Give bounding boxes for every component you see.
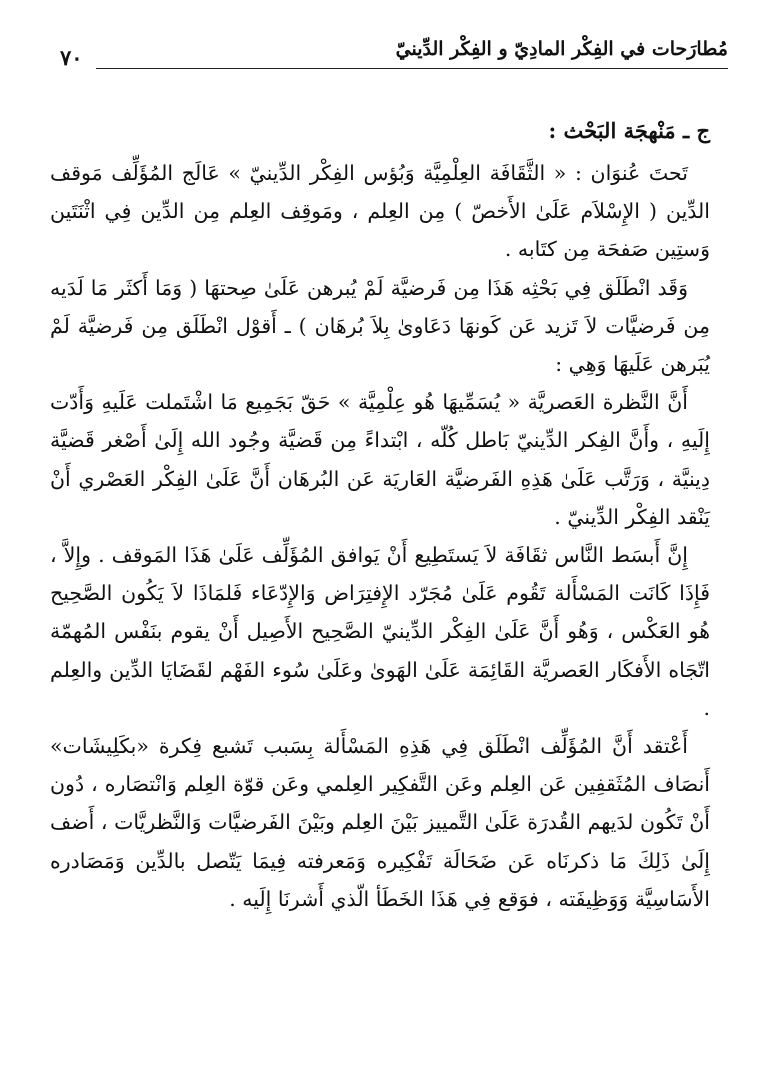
paragraph-5: أَعْتقد أَنَّ المُؤَلِّف انْطَلَق فِي هَذِهِ المَسْأَلة بِسَبب تَشبع فِكرة «بكَلِيشَات» أَنصَاف المُثَقفِين عَن العِلم وعَن التَّفكِير العِلمي وعَن قوّة العِلم وَانْتصَاره ، دُون أَنْ تَكُون لدَيهم القُدرَة عَلَىٰ التَّمييز بَيْنَ العِلم وبَيْنَ الفَرضيَّات وَالنَّظريَّات ، أَضف إِلَىٰ ذَلِكَ مَا ذكرنَاه عَن ضَحَالَة تَفْكِيره وَمَعرفته فِيمَا يَتّصل بالدِّين وَمَصَادره الأَسَاسِيَّة وَوَظِيفَته ، فوَقع فِي هَذَا الخَطَأ الّذي أَشرنَا إِلَيه . <box>50 734 710 911</box>
page-body <box>50 112 710 918</box>
paragraph-2: وَقَد انْطَلَق فِي بَحْثِه هَذَا مِن فَرضيَّة لَمْ يُبرهن عَلَىٰ صِحتهَا ( وَمَا أَكثَر مَا لَدَيه مِن فَرضيَّات لاَ تَزيد عَن كَونهَا دَعَاوىٰ بِلاَ بُرهَان ) ـ أَقوْل انْطَلَق مِن فَرضيَّة لَمْ يُبَرهن عَلَيهَا وَهِي : <box>50 275 710 377</box>
header-divider <box>96 68 728 69</box>
running-header <box>56 34 728 68</box>
paragraph-1: تَحتَ عُنوَان : « الثَّقَافَة العِلْمِيَّة وَبُؤس الفِكْر الدِّينيّ » عَالَج المُؤَلِّف مَوقف الدِّين ( الإِسْلاَم عَلَىٰ الأَخصّ ) مِن العِلم ، ومَوقِف العِلم مِن الدِّين فِي اثْنَتَين وَستِين صَفحَة مِن كتَابه . <box>50 161 710 262</box>
section-heading: ج ـ مَنْهجَة البَحْث : <box>548 118 710 143</box>
paragraph-4: إِنَّ أَبسَط النَّاس ثقَافَة لاَ يَستَطِيع أَنْ يَوافق المُؤَلِّف عَلَىٰ هَذَا المَوقف . وإِلاَّ ، فَإِذَا كَانَت المَسْأَلة تَقُوم عَلَىٰ مُجَرّد الإِفتِرَاض وَالإِدّعَاء فَلمَاذَا لاَ يَكُون الصَّحِيح هُو العَكْس ، وَهُو أَنَّ عَلَىٰ الفِكْر الدِّينيّ الصَّحِيح الأَصِيل أَنْ يقوم بنَفْس المُهمّة اتّجَاه الأَفكَار العَصريَّة القَائِمَة عَلَىٰ الهَوىٰ وعَلَىٰ سُوء الفَهْم لقَضَايَا الدِّين والعِلم . <box>50 543 710 720</box>
page-number: ٧٠ <box>60 45 83 70</box>
running-header-title: مُطارَحات في الفِكْر المادِيّ و الفِكْر الدِّينيّ <box>395 38 728 60</box>
paragraph-3: أَنَّ النَّظرة العَصريَّة « يُسَمِّيهَا هُو عِلْمِيَّة » حَقّ بَجَمِيع مَا اشْتَملت عَلَيهِ وَأَدّت إِلَيهِ ، وأَنَّ الفِكر الدِّينيّ بَاطل كُلّه ، ابْتداءً مِن قَضيَّة وجُود الله إِلَىٰ أَصْغر قَضيَّة دِينيَّة ، وَرَتَّب عَلَىٰ هَذِهِ الفَرضيَّة العَاريَة عَن البُرهَان أَنَّ عَلَىٰ الفِكْر العَصْري أَنْ يَنْقد الفِكْر الدِّينيّ . <box>50 390 710 529</box>
